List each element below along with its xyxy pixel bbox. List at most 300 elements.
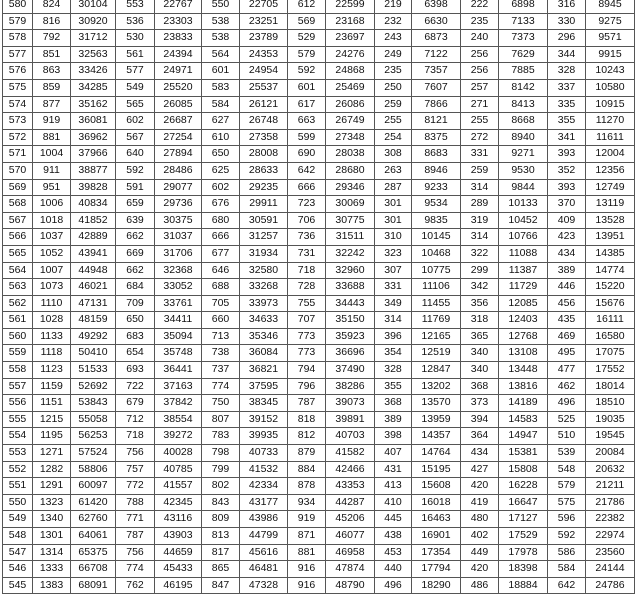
table-cell: 584 <box>548 561 586 578</box>
table-cell: 1004 <box>33 146 71 163</box>
table-cell: 16018 <box>412 494 461 511</box>
table-cell: 314 <box>461 179 499 196</box>
table-row <box>3 30 635 47</box>
table-cell: 427 <box>461 461 499 478</box>
table-cell: 235 <box>375 63 412 80</box>
table-cell: 1123 <box>33 362 71 379</box>
table-cell: 23833 <box>155 30 202 47</box>
table-cell: 257 <box>461 79 499 96</box>
table-cell: 26749 <box>326 113 375 130</box>
table-row <box>3 46 635 63</box>
table-cell: 12165 <box>412 328 461 345</box>
table-cell: 36962 <box>71 129 116 146</box>
table-row <box>3 577 635 594</box>
table-cell: 364 <box>461 428 499 445</box>
table-cell: 601 <box>288 79 326 96</box>
table-row <box>3 279 635 296</box>
table-row <box>3 494 635 511</box>
table-cell: 1215 <box>33 411 71 428</box>
table-cell: 23560 <box>586 544 635 561</box>
table-row <box>3 229 635 246</box>
table-cell: 11455 <box>412 295 461 312</box>
table-cell: 660 <box>202 312 240 329</box>
table-cell: 642 <box>548 577 586 594</box>
table-cell: 1052 <box>33 245 71 262</box>
table-cell: 35162 <box>71 96 116 113</box>
score-cell: 569 <box>3 179 33 196</box>
table-cell: 32368 <box>155 262 202 279</box>
score-cell: 551 <box>3 478 33 495</box>
table-cell: 13528 <box>586 212 635 229</box>
table-cell: 18884 <box>499 577 548 594</box>
table-cell: 250 <box>375 79 412 96</box>
table-cell: 548 <box>548 461 586 478</box>
table-cell: 7607 <box>412 79 461 96</box>
score-cell: 563 <box>3 279 33 296</box>
table-cell: 6398 <box>412 0 461 13</box>
table-cell: 10243 <box>586 63 635 80</box>
table-cell: 14583 <box>499 411 548 428</box>
table-cell: 43986 <box>240 511 288 528</box>
table-cell: 46195 <box>155 577 202 594</box>
table-cell: 462 <box>548 378 586 395</box>
table-cell: 33973 <box>240 295 288 312</box>
table-cell: 419 <box>461 494 499 511</box>
table-cell: 11729 <box>499 279 548 296</box>
table-cell: 14189 <box>499 395 548 412</box>
table-cell: 881 <box>33 129 71 146</box>
table-cell: 11387 <box>499 262 548 279</box>
table-cell: 30069 <box>326 196 375 213</box>
table-cell: 370 <box>548 196 586 213</box>
score-cell: 573 <box>3 113 33 130</box>
table-cell: 335 <box>548 96 586 113</box>
table-row <box>3 113 635 130</box>
table-cell: 58806 <box>71 461 116 478</box>
table-cell: 43116 <box>155 511 202 528</box>
table-cell: 774 <box>116 561 155 578</box>
table-cell: 22705 <box>240 0 288 13</box>
table-cell: 871 <box>288 528 326 545</box>
table-cell: 24868 <box>326 63 375 80</box>
table-cell: 314 <box>375 312 412 329</box>
table-cell: 38286 <box>326 378 375 395</box>
table-cell: 8142 <box>499 79 548 96</box>
table-cell: 438 <box>375 528 412 545</box>
table-cell: 783 <box>202 428 240 445</box>
table-cell: 407 <box>375 445 412 462</box>
table-cell: 688 <box>202 279 240 296</box>
table-cell: 15220 <box>586 279 635 296</box>
table-cell: 553 <box>116 0 155 13</box>
table-cell: 577 <box>116 63 155 80</box>
table-row <box>3 395 635 412</box>
table-cell: 41852 <box>71 212 116 229</box>
table-cell: 30375 <box>155 212 202 229</box>
table-cell: 1133 <box>33 328 71 345</box>
table-cell: 1006 <box>33 196 71 213</box>
score-cell: 556 <box>3 395 33 412</box>
table-cell: 7357 <box>412 63 461 80</box>
table-cell: 396 <box>375 328 412 345</box>
table-cell: 13202 <box>412 378 461 395</box>
table-cell: 10145 <box>412 229 461 246</box>
table-cell: 60097 <box>71 478 116 495</box>
table-cell: 639 <box>116 212 155 229</box>
table-cell: 13448 <box>499 362 548 379</box>
table-cell: 1151 <box>33 395 71 412</box>
table-cell: 30920 <box>71 13 116 30</box>
table-cell: 18290 <box>412 577 461 594</box>
table-cell: 342 <box>461 279 499 296</box>
score-cell: 562 <box>3 295 33 312</box>
table-cell: 1028 <box>33 312 71 329</box>
table-cell: 14764 <box>412 445 461 462</box>
table-cell: 824 <box>33 0 71 13</box>
score-cell: 571 <box>3 146 33 163</box>
table-cell: 919 <box>33 113 71 130</box>
table-cell: 757 <box>116 461 155 478</box>
table-cell: 42345 <box>155 494 202 511</box>
table-cell: 263 <box>375 162 412 179</box>
table-cell: 62760 <box>71 511 116 528</box>
table-cell: 255 <box>375 113 412 130</box>
score-distribution-table <box>2 0 635 594</box>
table-cell: 679 <box>116 395 155 412</box>
table-cell: 480 <box>461 511 499 528</box>
table-cell: 420 <box>461 561 499 578</box>
table-cell: 13816 <box>499 378 548 395</box>
table-cell: 24786 <box>586 577 635 594</box>
table-cell: 12519 <box>412 345 461 362</box>
table-cell: 567 <box>116 129 155 146</box>
table-cell: 37163 <box>155 378 202 395</box>
table-cell: 579 <box>288 46 326 63</box>
table-cell: 45616 <box>240 544 288 561</box>
table-cell: 12085 <box>499 295 548 312</box>
table-cell: 29911 <box>240 196 288 213</box>
table-cell: 569 <box>288 13 326 30</box>
table-cell: 28008 <box>240 146 288 163</box>
table-cell: 28038 <box>326 146 375 163</box>
table-cell: 17127 <box>499 511 548 528</box>
table-cell: 10766 <box>499 229 548 246</box>
table-cell: 29736 <box>155 196 202 213</box>
table-cell: 310 <box>375 229 412 246</box>
table-cell: 39073 <box>326 395 375 412</box>
table-cell: 7373 <box>499 30 548 47</box>
table-cell: 301 <box>375 196 412 213</box>
table-cell: 650 <box>202 146 240 163</box>
table-cell: 693 <box>116 362 155 379</box>
table-cell: 16111 <box>586 312 635 329</box>
table-cell: 331 <box>461 146 499 163</box>
table-cell: 771 <box>116 511 155 528</box>
table-cell: 843 <box>202 494 240 511</box>
table-cell: 47131 <box>71 295 116 312</box>
table-cell: 10133 <box>499 196 548 213</box>
table-cell: 15195 <box>412 461 461 478</box>
table-cell: 64061 <box>71 528 116 545</box>
table-cell: 45433 <box>155 561 202 578</box>
table-cell: 818 <box>288 411 326 428</box>
table-cell: 38345 <box>240 395 288 412</box>
score-cell: 557 <box>3 378 33 395</box>
table-cell: 592 <box>288 63 326 80</box>
table-cell: 816 <box>33 13 71 30</box>
table-cell: 31712 <box>71 30 116 47</box>
score-cell: 549 <box>3 511 33 528</box>
table-cell: 796 <box>288 378 326 395</box>
table-cell: 586 <box>548 544 586 561</box>
table-cell: 43177 <box>240 494 288 511</box>
table-cell: 17354 <box>412 544 461 561</box>
table-cell: 9844 <box>499 179 548 196</box>
score-cell: 580 <box>3 0 33 13</box>
table-cell: 34411 <box>155 312 202 329</box>
table-cell: 7133 <box>499 13 548 30</box>
table-cell: 787 <box>288 395 326 412</box>
table-cell: 23168 <box>326 13 375 30</box>
table-cell: 445 <box>375 511 412 528</box>
table-cell: 30775 <box>326 212 375 229</box>
table-cell: 235 <box>461 13 499 30</box>
table-cell: 654 <box>116 345 155 362</box>
table-cell: 8668 <box>499 113 548 130</box>
table-cell: 453 <box>375 544 412 561</box>
score-cell: 553 <box>3 445 33 462</box>
table-cell: 650 <box>116 312 155 329</box>
table-cell: 34285 <box>71 79 116 96</box>
table-cell: 37842 <box>155 395 202 412</box>
table-cell: 14947 <box>499 428 548 445</box>
table-cell: 32242 <box>326 245 375 262</box>
table-cell: 14357 <box>412 428 461 445</box>
table-cell: 756 <box>116 544 155 561</box>
table-cell: 809 <box>202 511 240 528</box>
table-row <box>3 544 635 561</box>
table-cell: 393 <box>548 179 586 196</box>
table-cell: 18510 <box>586 395 635 412</box>
table-cell: 951 <box>33 179 71 196</box>
table-cell: 16901 <box>412 528 461 545</box>
table-cell: 662 <box>116 229 155 246</box>
table-cell: 1018 <box>33 212 71 229</box>
table-cell: 12847 <box>412 362 461 379</box>
table-cell: 1383 <box>33 577 71 594</box>
table-row <box>3 561 635 578</box>
table-cell: 37595 <box>240 378 288 395</box>
table-cell: 431 <box>375 461 412 478</box>
table-cell: 847 <box>202 577 240 594</box>
table-cell: 536 <box>116 13 155 30</box>
table-cell: 255 <box>461 113 499 130</box>
table-cell: 10775 <box>412 262 461 279</box>
table-cell: 813 <box>202 528 240 545</box>
table-cell: 30104 <box>71 0 116 13</box>
table-cell: 11769 <box>412 312 461 329</box>
table-cell: 354 <box>375 345 412 362</box>
table-cell: 24394 <box>155 46 202 63</box>
table-cell: 755 <box>288 295 326 312</box>
score-cell: 577 <box>3 46 33 63</box>
table-cell: 13951 <box>586 229 635 246</box>
table-cell: 530 <box>116 30 155 47</box>
score-cell: 545 <box>3 577 33 594</box>
table-cell: 549 <box>116 79 155 96</box>
table-cell: 676 <box>202 196 240 213</box>
table-cell: 705 <box>202 295 240 312</box>
table-cell: 249 <box>375 46 412 63</box>
table-cell: 41532 <box>240 461 288 478</box>
table-cell: 31934 <box>240 245 288 262</box>
table-cell: 33268 <box>240 279 288 296</box>
table-row <box>3 428 635 445</box>
table-cell: 368 <box>461 378 499 395</box>
table-cell: 709 <box>116 295 155 312</box>
table-row <box>3 162 635 179</box>
table-cell: 340 <box>461 345 499 362</box>
table-cell: 15381 <box>499 445 548 462</box>
table-row <box>3 295 635 312</box>
score-cell: 564 <box>3 262 33 279</box>
table-row <box>3 196 635 213</box>
table-cell: 32580 <box>240 262 288 279</box>
table-row <box>3 328 635 345</box>
table-cell: 56253 <box>71 428 116 445</box>
score-cell: 547 <box>3 544 33 561</box>
table-cell: 6898 <box>499 0 548 13</box>
score-cell: 550 <box>3 494 33 511</box>
table-cell: 39891 <box>326 411 375 428</box>
table-cell: 8683 <box>412 146 461 163</box>
table-cell: 65375 <box>71 544 116 561</box>
table-cell: 48159 <box>71 312 116 329</box>
table-cell: 859 <box>33 79 71 96</box>
table-cell: 373 <box>461 395 499 412</box>
table-cell: 23303 <box>155 13 202 30</box>
table-cell: 10915 <box>586 96 635 113</box>
table-cell: 706 <box>288 212 326 229</box>
table-cell: 16228 <box>499 478 548 495</box>
table-cell: 39935 <box>240 428 288 445</box>
table-cell: 449 <box>461 544 499 561</box>
table-row <box>3 345 635 362</box>
table-cell: 602 <box>202 179 240 196</box>
table-cell: 794 <box>288 362 326 379</box>
table-cell: 865 <box>202 561 240 578</box>
table-cell: 42889 <box>71 229 116 246</box>
table-cell: 25469 <box>326 79 375 96</box>
table-cell: 37490 <box>326 362 375 379</box>
table-cell: 28486 <box>155 162 202 179</box>
table-cell: 583 <box>202 79 240 96</box>
table-cell: 12768 <box>499 328 548 345</box>
table-cell: 807 <box>202 411 240 428</box>
score-cell: 559 <box>3 345 33 362</box>
table-cell: 612 <box>288 0 326 13</box>
table-cell: 259 <box>375 96 412 113</box>
table-cell: 6630 <box>412 13 461 30</box>
table-cell: 16647 <box>499 494 548 511</box>
table-cell: 663 <box>288 113 326 130</box>
table-cell: 389 <box>548 262 586 279</box>
table-cell: 1314 <box>33 544 71 561</box>
table-cell: 39272 <box>155 428 202 445</box>
table-cell: 409 <box>548 212 586 229</box>
table-cell: 756 <box>116 445 155 462</box>
table-cell: 1271 <box>33 445 71 462</box>
table-cell: 1340 <box>33 511 71 528</box>
table-cell: 774 <box>202 378 240 395</box>
table-cell: 22599 <box>326 0 375 13</box>
table-cell: 9271 <box>499 146 548 163</box>
table-cell: 28680 <box>326 162 375 179</box>
score-cell: 548 <box>3 528 33 545</box>
table-cell: 617 <box>288 96 326 113</box>
table-cell: 43903 <box>155 528 202 545</box>
score-cell: 560 <box>3 328 33 345</box>
score-cell: 555 <box>3 411 33 428</box>
table-cell: 49292 <box>71 328 116 345</box>
table-cell: 322 <box>461 245 499 262</box>
table-cell: 736 <box>288 229 326 246</box>
table-cell: 14774 <box>586 262 635 279</box>
table-cell: 413 <box>375 478 412 495</box>
table-cell: 591 <box>116 179 155 196</box>
table-cell: 627 <box>202 113 240 130</box>
table-cell: 662 <box>116 262 155 279</box>
table-cell: 32960 <box>326 262 375 279</box>
table-cell: 39152 <box>240 411 288 428</box>
table-cell: 31257 <box>240 229 288 246</box>
table-cell: 420 <box>461 478 499 495</box>
table-cell: 21786 <box>586 494 635 511</box>
table-cell: 61420 <box>71 494 116 511</box>
table-cell: 469 <box>548 328 586 345</box>
table-cell: 41557 <box>155 478 202 495</box>
table-cell: 738 <box>202 345 240 362</box>
table-cell: 11106 <box>412 279 461 296</box>
table-cell: 10468 <box>412 245 461 262</box>
table-cell: 12356 <box>586 162 635 179</box>
table-cell: 24353 <box>240 46 288 63</box>
table-row <box>3 13 635 30</box>
table-cell: 323 <box>375 245 412 262</box>
table-cell: 9530 <box>499 162 548 179</box>
table-cell: 344 <box>548 46 586 63</box>
table-row <box>3 79 635 96</box>
table-cell: 53843 <box>71 395 116 412</box>
table-cell: 446 <box>548 279 586 296</box>
table-cell: 24971 <box>155 63 202 80</box>
table-cell: 19545 <box>586 428 635 445</box>
table-cell: 17075 <box>586 345 635 362</box>
table-cell: 592 <box>548 528 586 545</box>
table-cell: 788 <box>116 494 155 511</box>
table-cell: 13959 <box>412 411 461 428</box>
table-cell: 271 <box>461 96 499 113</box>
table-cell: 584 <box>202 96 240 113</box>
table-cell: 877 <box>33 96 71 113</box>
table-cell: 525 <box>548 411 586 428</box>
table-cell: 884 <box>288 461 326 478</box>
score-cell: 567 <box>3 212 33 229</box>
table-cell: 15608 <box>412 478 461 495</box>
table-cell: 1195 <box>33 428 71 445</box>
table-cell: 43353 <box>326 478 375 495</box>
table-cell: 1291 <box>33 478 71 495</box>
